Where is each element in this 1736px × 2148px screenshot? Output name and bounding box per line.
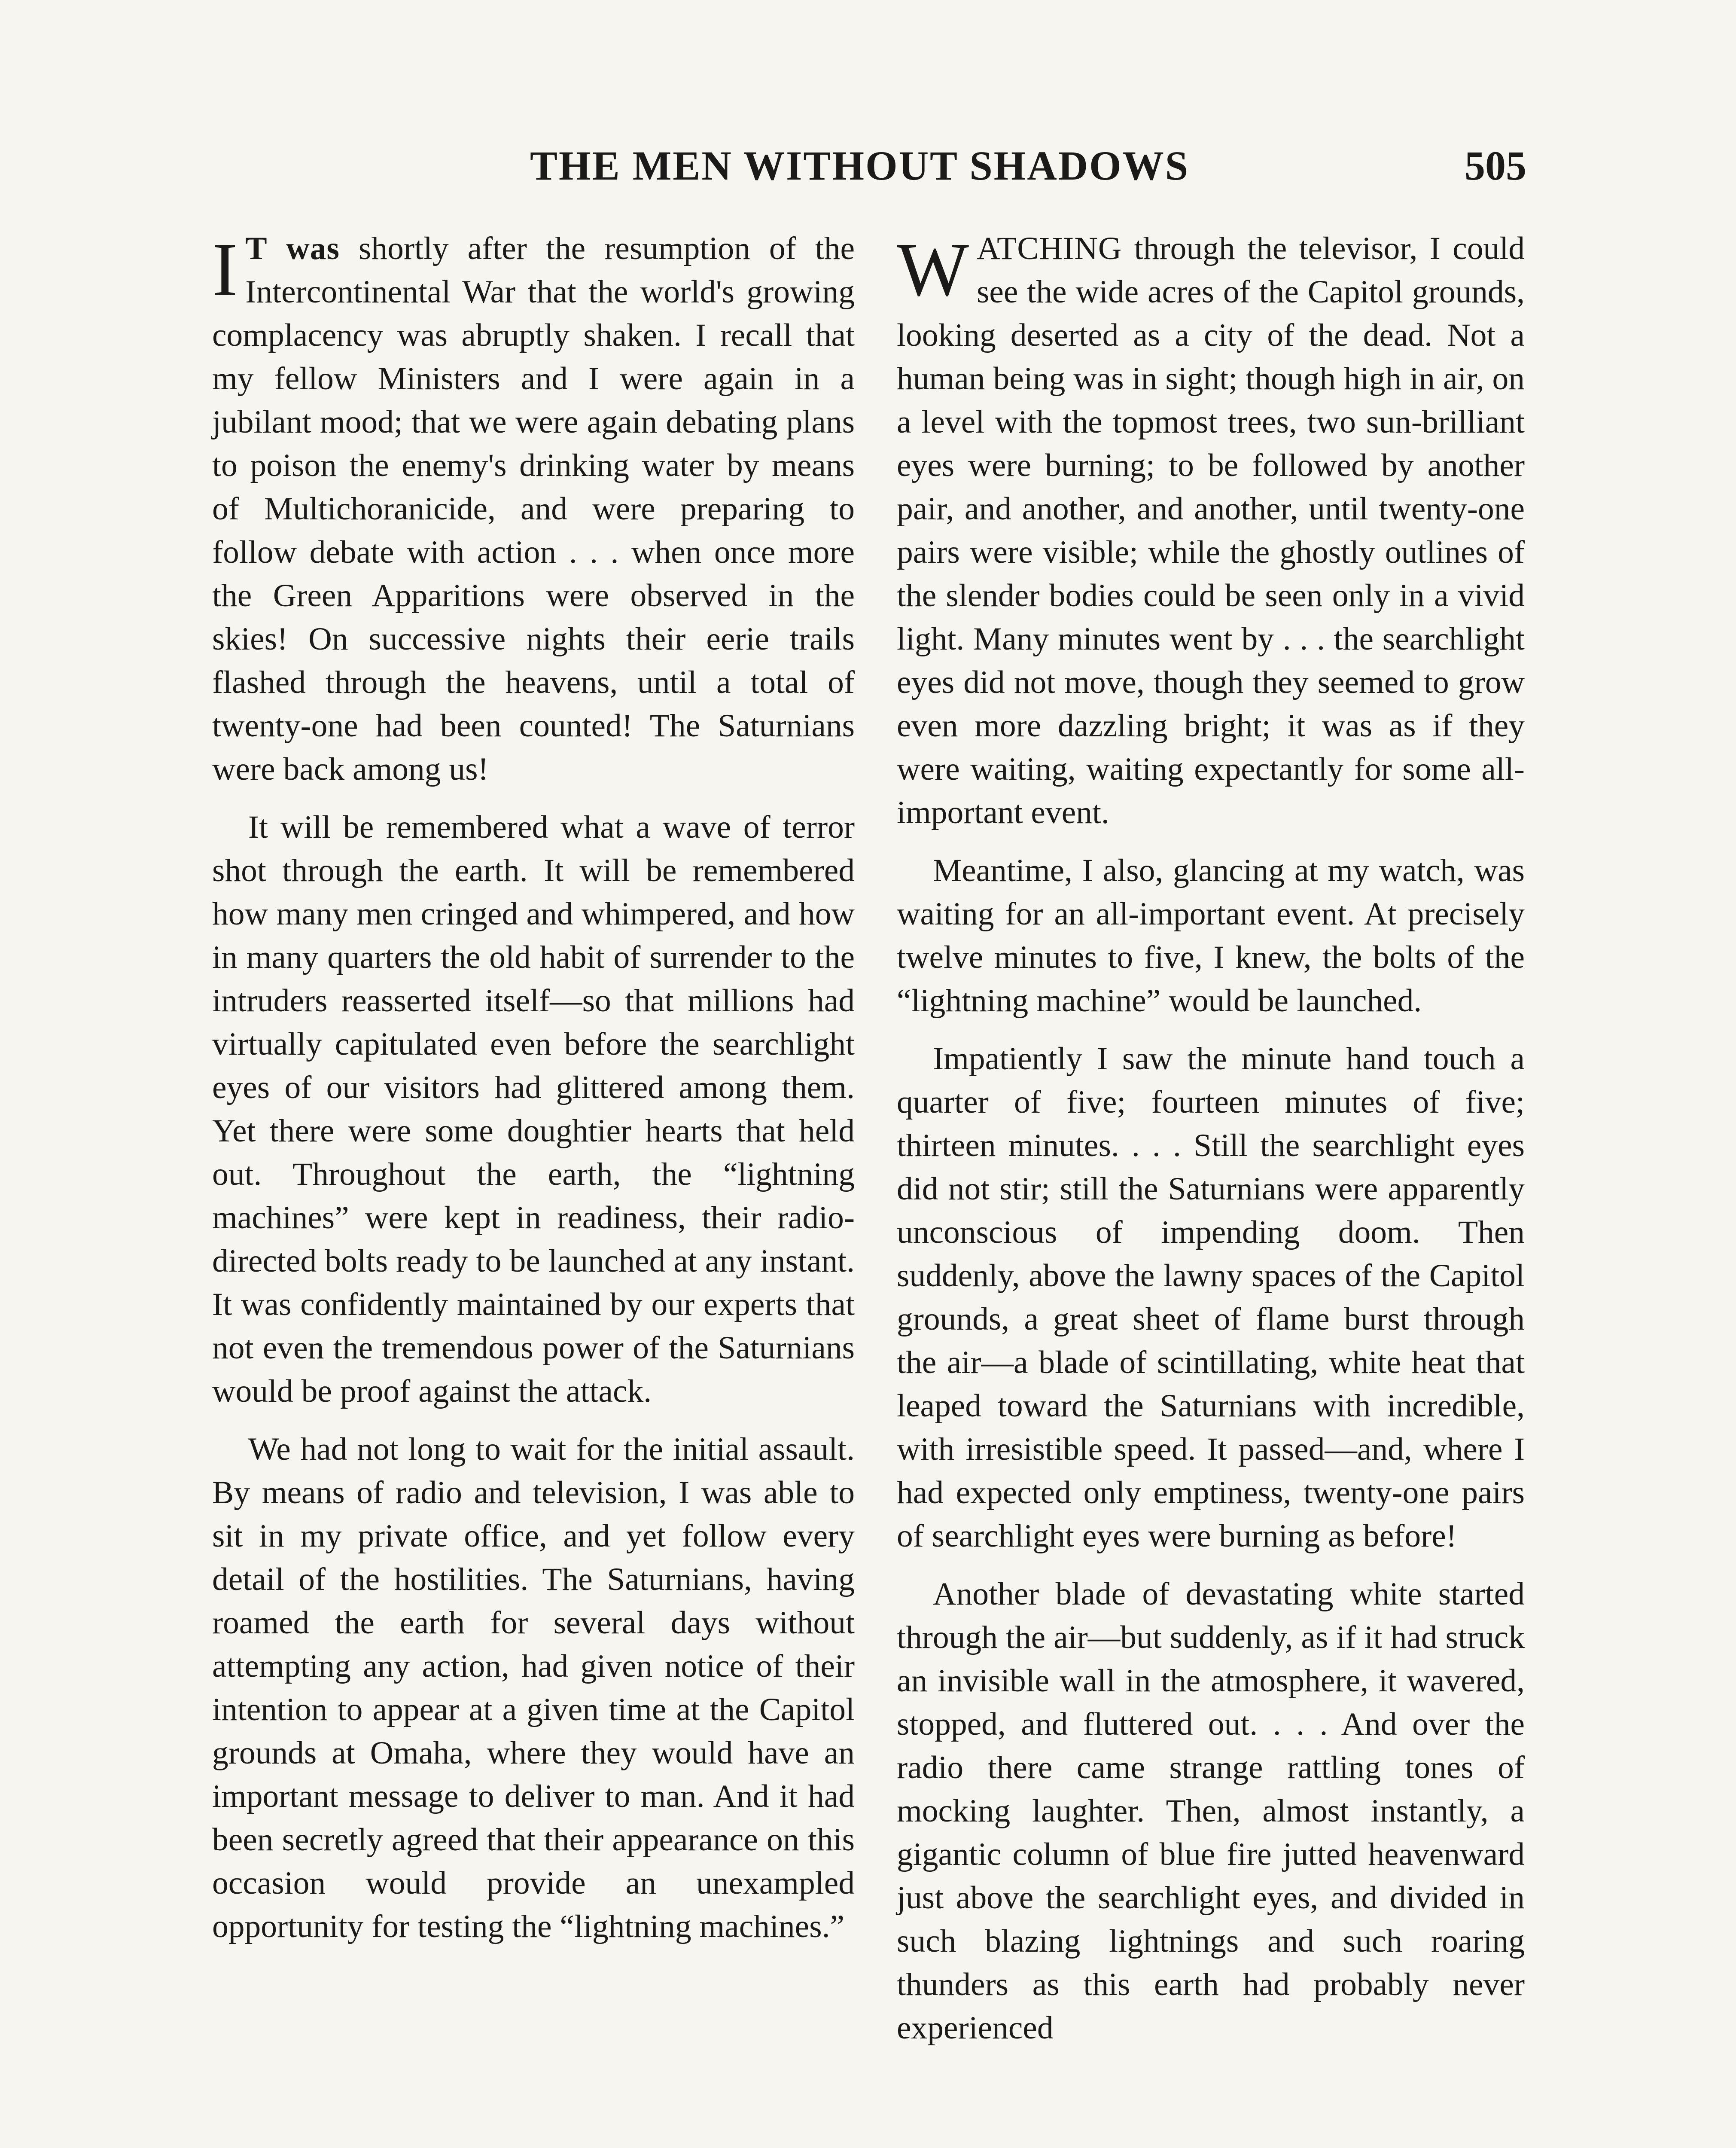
- page-number: 505: [1465, 143, 1526, 189]
- paragraph-3: We had not long to wait for the initial assault. By means of radio and television, I was able to sit in my private office, and yet follow every detail of the hostilities. The Saturnians, having roamed the earth for several days without attempting any action, had given notice of their intention to appear at a given time at the Capitol grounds at Omaha, where they would have an important message to deliver to man. And it had been secretly agreed that their appearance on this occasion would provide an unexampled opportunity for testing the “lightning machines.”: [212, 1431, 855, 1944]
- right-column: [897, 227, 1525, 2064]
- running-title: THE MEN WITHOUT SHADOWS: [530, 143, 1190, 189]
- paragraph-text: shortly after the resumption of the Intercontinental War that the world's growing complacency was abruptly shaken. I recall that my fellow Ministers and I were again in a jubilant mood; that we were again debating plans to poison the enemy's drinking water by means of Multichoranicide, and were preparing to follow debate with action . . . when once more the Green Apparitions were observed in the skies! On successive nights their eerie trails flashed through the heavens, until a total of twenty-one had been counted! The Saturnians were back among us!: [212, 231, 855, 787]
- drop-cap: W: [897, 227, 969, 312]
- page-header: [212, 142, 1526, 198]
- lead-in: T was: [245, 231, 340, 266]
- paragraph-2: It will be remembered what a wave of terror shot through the earth. It will be remembered how many men cringed and whimpered, and how in many quarters the old habit of surrender to the intruders reasserted itself—so that millions had virtually capitulated even before the searchlight eyes of our visitors had glittered among them. Yet there were some doughtier hearts that held out. Throughout the earth, the “lightning machines” were kept in readiness, their radio-directed bolts ready to be launched at any instant. It was confidently maintained by our experts that not even the tremendous power of the Saturnians would be proof against the attack.: [212, 809, 855, 1409]
- paragraph-6: Impatiently I saw the minute hand touch a quarter of five; fourteen minutes of five; thirteen minutes. . . . Still the searchlight eyes did not stir; still the Saturnians were apparently unconscious of impending doom. Then suddenly, above the lawny spaces of the Capitol grounds, a great sheet of flame burst through the air—a blade of scintillating, white heat that leaped toward the Saturnians with incredible, with irresistible speed. It passed—and, where I had expected only emptiness, twenty-one pairs of searchlight eyes were burning as before!: [897, 1041, 1525, 1554]
- lead-in: ATCHING: [977, 231, 1122, 266]
- drop-cap: I: [212, 227, 238, 312]
- paragraph-text: through the televisor, I could see the wide acres of the Capitol grounds, looking deserted as a city of the dead. Not a human being was in sight; though high in air, on a level with the topmost trees, two sun-brilliant eyes were burning; to be followed by another pair, and another, and another, until twenty-one pairs were visible; while the ghostly outlines of the slender bodies could be seen only in a vivid light. Many minutes went by . . . the searchlight eyes did not move, though they seemed to grow even more dazzling bright; it was as if they were waiting, waiting expectantly for some all-important event.: [897, 231, 1525, 830]
- left-column: [212, 227, 855, 1963]
- paragraph-1: [212, 227, 855, 791]
- paragraph-5: Meantime, I also, glancing at my watch, was waiting for an all-important event. At precisely twelve minutes to five, I knew, the bolts of the “lightning machine” would be launched.: [897, 853, 1525, 1019]
- paragraph-4: [897, 227, 1525, 834]
- paragraph-7: Another blade of devastating white started through the air—but suddenly, as if it had struck an invisible wall in the atmosphere, it wavered, stopped, and fluttered out. . . . And over the radio there came strange rattling tones of mocking laughter. Then, almost instantly, a gigantic column of blue fire jutted heavenward just above the searchlight eyes, and divided in such blazing lightnings and such roaring thunders as this earth had probably never experienced: [897, 1576, 1525, 2046]
